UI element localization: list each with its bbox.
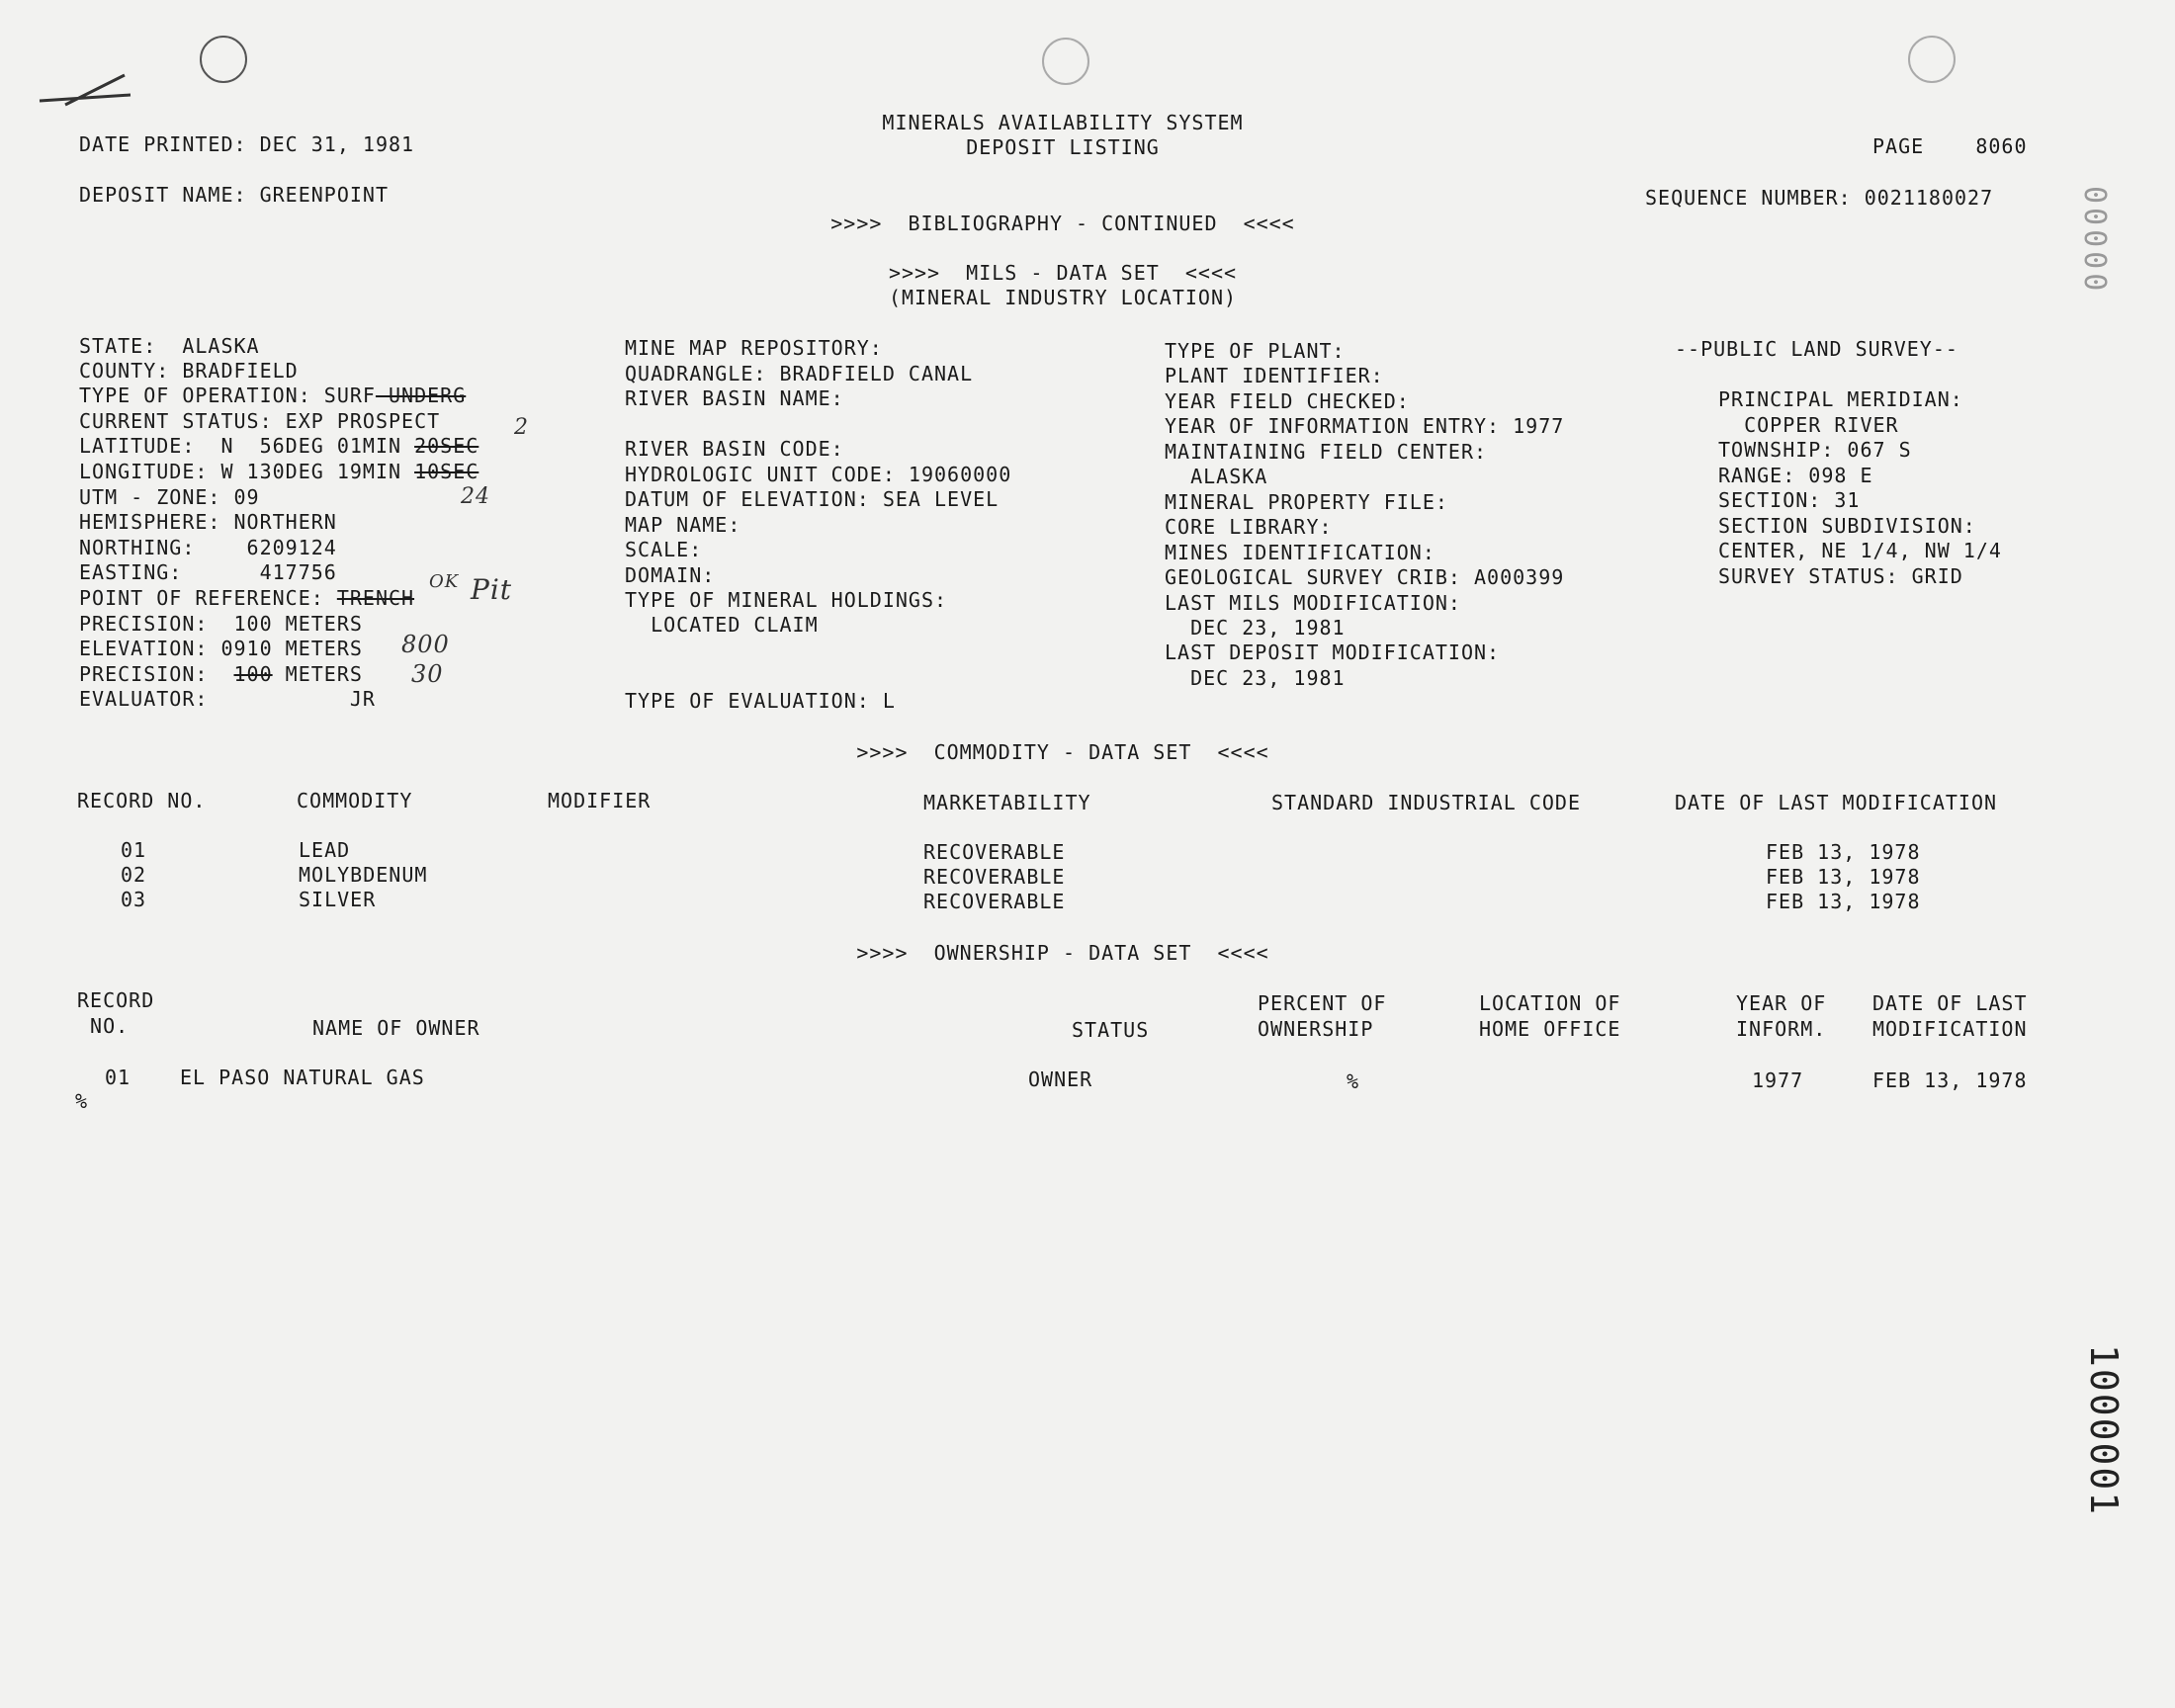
ownership-header-year-1: YEAR OF (1736, 991, 1827, 1015)
geological-survey-crib: GEOLOGICAL SURVEY CRIB: A000399 (1165, 565, 1565, 589)
type-of-operation-text: TYPE OF OPERATION: SURF (79, 384, 376, 407)
bibliography-heading: >>>> BIBLIOGRAPHY - CONTINUED <<<< (830, 212, 1295, 235)
ownership-header-percent-1: PERCENT OF (1258, 991, 1387, 1015)
map-name: MAP NAME: (625, 513, 741, 537)
ownership-header-record-no: NO. (77, 1014, 130, 1038)
ownership-header-date-1: DATE OF LAST (1872, 991, 2028, 1015)
evaluator: EVALUATOR: JR (79, 687, 376, 711)
handwritten-pit: Pit (471, 573, 513, 606)
state-field: STATE: ALASKA (79, 334, 260, 358)
point-of-reference (79, 586, 414, 611)
ownership-row-1-date: FEB 13, 1978 (1872, 1068, 2028, 1092)
point-of-reference-text: POINT OF REFERENCE: (79, 586, 337, 610)
ownership-header-location-1: LOCATION OF (1479, 991, 1621, 1015)
ownership-header-status: STATUS (1072, 1018, 1150, 1042)
commodity-row-3-commodity: SILVER (299, 888, 377, 911)
mine-map-repository: MINE MAP REPOSITORY: (625, 336, 883, 360)
handwritten-800: 800 (401, 631, 450, 658)
deposit-name: DEPOSIT NAME: GREENPOINT (79, 183, 389, 207)
handwritten-2: 2 (514, 415, 529, 440)
township: TOWNSHIP: 067 S (1718, 438, 1912, 462)
scale: SCALE: (625, 538, 703, 561)
end-marker: % (75, 1089, 89, 1113)
punch-hole-center (1042, 38, 1089, 85)
commodity-row-2-date: FEB 13, 1978 (1766, 865, 1921, 889)
ownership-header-location-2: HOME OFFICE (1479, 1017, 1621, 1041)
last-mils-modification: LAST MILS MODIFICATION: (1165, 591, 1461, 615)
mils-heading: >>>> MILS - DATA SET <<<< (888, 261, 1238, 285)
type-of-evaluation: TYPE OF EVALUATION: L (625, 689, 896, 713)
ownership-row-1-record: 01 (105, 1066, 131, 1089)
public-land-survey-heading: --PUBLIC LAND SURVEY-- (1675, 337, 1958, 361)
mineral-holdings: TYPE OF MINERAL HOLDINGS: (625, 588, 948, 612)
punch-hole-right (1908, 36, 1956, 83)
last-deposit-modification-value: DEC 23, 1981 (1165, 666, 1346, 690)
hydrologic-unit-code: HYDROLOGIC UNIT CODE: 19060000 (625, 463, 1012, 486)
punch-hole-left (200, 36, 247, 83)
longitude-field (79, 460, 478, 484)
ownership-row-1-name: EL PASO NATURAL GAS (180, 1066, 425, 1089)
elevation: ELEVATION: 0910 METERS (79, 637, 363, 660)
maintaining-field-center: MAINTAINING FIELD CENTER: (1165, 440, 1488, 464)
struck-latitude-sec: 20SEC (414, 434, 479, 458)
river-basin-code: RIVER BASIN CODE: (625, 437, 844, 461)
ownership-header-record: RECORD (77, 988, 155, 1012)
commodity-row-1-date: FEB 13, 1978 (1766, 840, 1921, 864)
date-printed: DATE PRINTED: DEC 31, 1981 (79, 132, 415, 156)
principal-meridian-value: COPPER RIVER (1718, 413, 1899, 437)
sequence-number: SEQUENCE NUMBER: 0021180027 (1645, 186, 1994, 210)
precision-2 (79, 662, 363, 687)
ownership-header-percent-2: OWNERSHIP (1258, 1017, 1374, 1041)
margin-document-number: 1000001 (2082, 1344, 2126, 1517)
handwritten-24: 24 (461, 484, 490, 509)
ownership-row-1-status: OWNER (1028, 1068, 1093, 1091)
longitude-text: LONGITUDE: W 130DEG 19MIN (79, 460, 415, 483)
precision-1: PRECISION: 100 METERS (79, 612, 363, 636)
field-center-value: ALASKA (1165, 465, 1268, 488)
commodity-header-marketability: MARKETABILITY (923, 791, 1091, 814)
commodity-heading: >>>> COMMODITY - DATA SET <<<< (856, 740, 1269, 764)
commodity-row-3-record: 03 (121, 888, 147, 911)
commodity-row-2-marketability: RECOVERABLE (923, 865, 1066, 889)
struck-underg: -UNDERG (375, 384, 467, 407)
range: RANGE: 098 E (1718, 464, 1873, 487)
precision-2-unit: METERS (272, 662, 363, 686)
last-deposit-modification: LAST DEPOSIT MODIFICATION: (1165, 640, 1501, 664)
commodity-header-sic: STANDARD INDUSTRIAL CODE (1271, 791, 1581, 814)
datum-of-elevation: DATUM OF ELEVATION: SEA LEVEL (625, 487, 1000, 511)
mineral-holdings-value: LOCATED CLAIM (625, 613, 819, 637)
commodity-row-1-marketability: RECOVERABLE (923, 840, 1066, 864)
survey-status: SURVEY STATUS: GRID (1718, 564, 1963, 588)
year-field-checked: YEAR FIELD CHECKED: (1165, 389, 1410, 413)
listing-title: DEPOSIT LISTING (966, 135, 1160, 159)
commodity-header-date: DATE OF LAST MODIFICATION (1675, 791, 1998, 814)
core-library: CORE LIBRARY: (1165, 515, 1333, 539)
commodity-header-record: RECORD NO. (77, 789, 207, 812)
ownership-heading: >>>> OWNERSHIP - DATA SET <<<< (856, 941, 1269, 965)
commodity-row-2-commodity: MOLYBDENUM (299, 863, 428, 887)
commodity-header-commodity: COMMODITY (297, 789, 413, 812)
commodity-header-modifier: MODIFIER (548, 789, 652, 812)
quadrangle: QUADRANGLE: BRADFIELD CANAL (625, 362, 974, 385)
commodity-row-1-commodity: LEAD (299, 838, 351, 862)
ownership-header-name: NAME OF OWNER (312, 1016, 480, 1040)
commodity-row-1-record: 01 (121, 838, 147, 862)
ownership-header-year-2: INFORM. (1736, 1017, 1827, 1041)
handwritten-30: 30 (411, 660, 444, 688)
ownership-row-1-year: 1977 (1752, 1068, 1804, 1092)
mils-subheading: (MINERAL INDUSTRY LOCATION) (888, 286, 1238, 309)
section-subdivision: SECTION SUBDIVISION: (1718, 514, 1976, 538)
easting: EASTING: 417756 (79, 560, 337, 584)
handwritten-ok: OK (429, 571, 460, 592)
mines-identification: MINES IDENTIFICATION: (1165, 541, 1436, 564)
type-of-plant: TYPE OF PLANT: (1165, 339, 1346, 363)
current-status: CURRENT STATUS: EXP PROSPECT (79, 409, 441, 433)
domain: DOMAIN: (625, 563, 716, 587)
river-basin-name: RIVER BASIN NAME: (625, 386, 844, 410)
commodity-row-3-date: FEB 13, 1978 (1766, 890, 1921, 913)
plant-identifier: PLANT IDENTIFIER: (1165, 364, 1384, 387)
year-of-information-entry: YEAR OF INFORMATION ENTRY: 1977 (1165, 414, 1565, 438)
page-number: PAGE 8060 (1872, 134, 2028, 158)
last-mils-modification-value: DEC 23, 1981 (1165, 616, 1346, 640)
section: SECTION: 31 (1718, 488, 1861, 512)
ownership-row-1-percent: % (1347, 1069, 1360, 1093)
commodity-row-2-record: 02 (121, 863, 147, 887)
commodity-row-3-marketability: RECOVERABLE (923, 890, 1066, 913)
principal-meridian: PRINCIPAL MERIDIAN: (1718, 387, 1963, 411)
struck-precision: 100 (233, 662, 273, 686)
system-title: MINERALS AVAILABILITY SYSTEM (882, 111, 1244, 134)
faint-margin-number: 00000 (2077, 186, 2112, 296)
ownership-header-date-2: MODIFICATION (1872, 1017, 2028, 1041)
utm-zone: UTM - ZONE: 09 (79, 485, 260, 509)
section-subdivision-value: CENTER, NE 1/4, NW 1/4 (1718, 539, 2002, 562)
hemisphere: HEMISPHERE: NORTHERN (79, 510, 337, 534)
pen-mark (36, 65, 144, 115)
mineral-property-file: MINERAL PROPERTY FILE: (1165, 490, 1448, 514)
county-field: COUNTY: BRADFIELD (79, 359, 299, 383)
struck-trench: TRENCH (336, 586, 415, 610)
precision-2-text: PRECISION: (79, 662, 234, 686)
latitude-text: LATITUDE: N 56DEG 01MIN (79, 434, 415, 458)
northing: NORTHING: 6209124 (79, 536, 337, 559)
struck-longitude-sec: 10SEC (414, 460, 479, 483)
latitude-field (79, 434, 478, 459)
type-of-operation (79, 384, 466, 408)
